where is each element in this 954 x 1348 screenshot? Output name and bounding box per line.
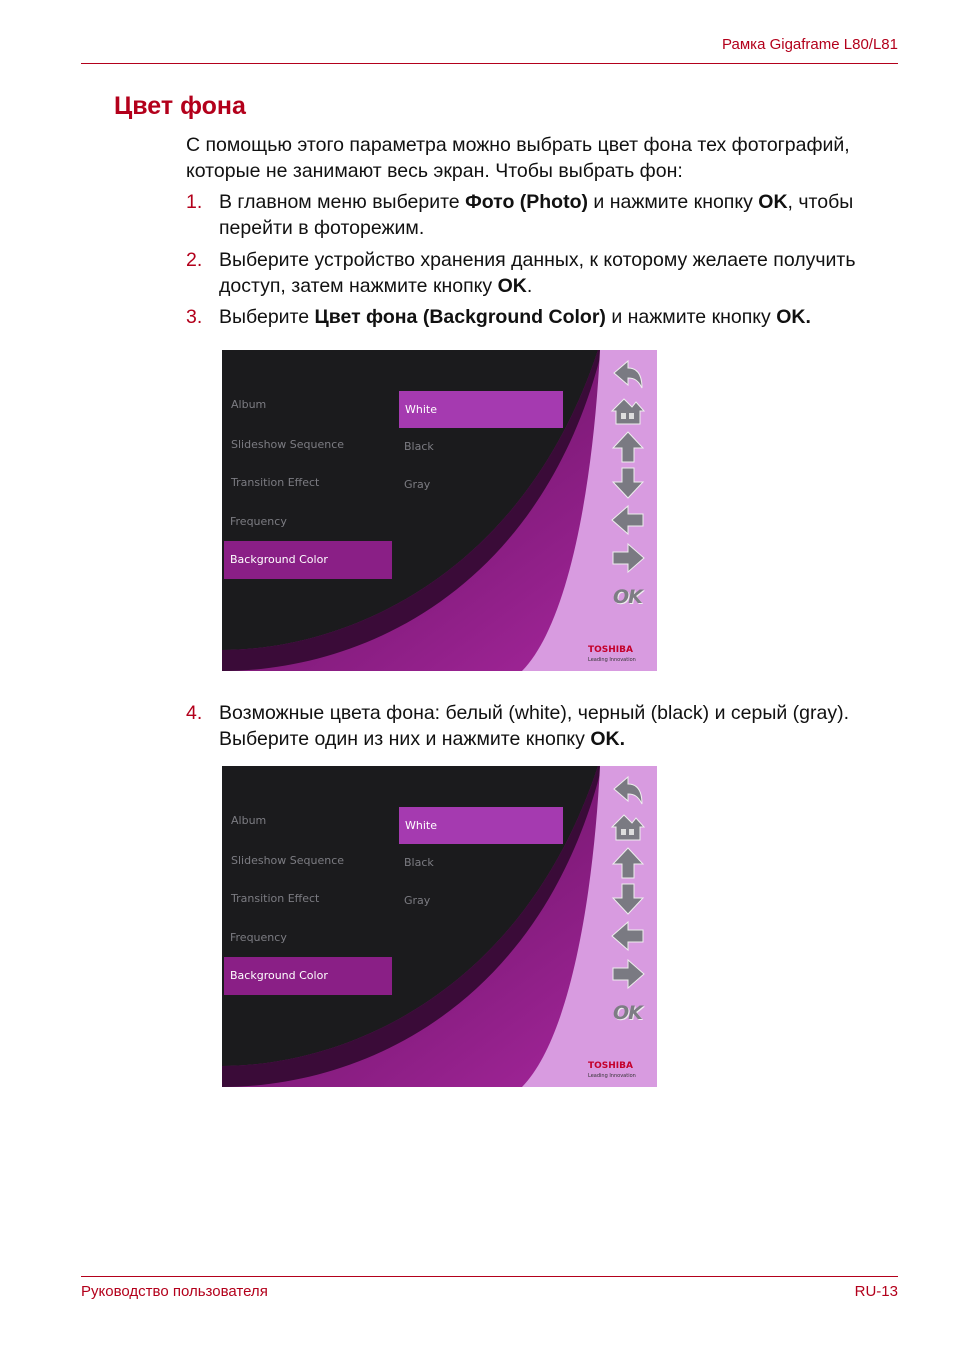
menu-item-slideshow-sequence[interactable]: Slideshow Sequence: [231, 854, 345, 867]
up-arrow-icon[interactable]: [610, 846, 646, 880]
header-rule: [81, 63, 898, 64]
step-text: Выберите устройство хранения данных, к которому желаете получить доступ, затем нажмите кнопку OK.: [219, 249, 856, 297]
step-number: 1.: [186, 191, 203, 213]
footer-rule: [81, 1276, 898, 1277]
step-text: В главном меню выберите Фото (Photo) и нажмите кнопку OK, чтобы перейти в фоторежим.: [219, 191, 854, 239]
menu-item-frequency[interactable]: Frequency: [230, 515, 287, 528]
menu-item-album[interactable]: Album: [231, 814, 267, 827]
ok-button[interactable]: OK: [613, 586, 642, 608]
ok-button[interactable]: OK: [613, 1002, 642, 1024]
toshiba-logo: TOSHIBA: [588, 645, 633, 655]
menu-item-transition-effect[interactable]: Transition Effect: [231, 892, 320, 905]
menu-item-slideshow-sequence[interactable]: Slideshow Sequence: [231, 438, 345, 451]
page-number: RU-13: [854, 1283, 898, 1300]
option-gray[interactable]: Gray: [404, 478, 431, 491]
section-title: Цвет фона: [114, 92, 246, 120]
step-2: [186, 247, 906, 299]
footer-left: Руководство пользователя: [81, 1283, 268, 1300]
menu-item-transition-effect[interactable]: Transition Effect: [231, 476, 320, 489]
back-arrow-icon[interactable]: [610, 774, 646, 808]
left-arrow-icon[interactable]: [610, 503, 646, 537]
option-white[interactable]: White: [399, 807, 563, 844]
step-number: 2.: [186, 249, 203, 271]
option-black[interactable]: Black: [404, 856, 434, 869]
device-screenshot-2: [222, 766, 657, 1087]
back-arrow-icon[interactable]: [610, 358, 646, 392]
device-screenshot-1: [222, 350, 657, 671]
menu-item-background-color[interactable]: Background Color: [224, 541, 392, 579]
option-black[interactable]: Black: [404, 440, 434, 453]
step-number: 4.: [186, 702, 203, 724]
step-number: 3.: [186, 306, 203, 328]
intro-paragraph: С помощью этого параметра можно выбрать цвет фона тех фотографий, которые не занимают весь экран. Чтобы выбрать фон:: [186, 134, 850, 182]
option-gray[interactable]: Gray: [404, 894, 431, 907]
menu-item-frequency[interactable]: Frequency: [230, 931, 287, 944]
step-4: [186, 700, 906, 752]
step-text: Выберите Цвет фона (Background Color) и нажмите кнопку OK.: [219, 306, 811, 328]
step-text: Возможные цвета фона: белый (white), черный (black) и серый (gray). Выберите один из них и нажмите кнопку OK.: [219, 702, 849, 750]
up-arrow-icon[interactable]: [610, 430, 646, 464]
menu-item-background-color[interactable]: Background Color: [224, 957, 392, 995]
toshiba-logo: TOSHIBA: [588, 1061, 633, 1071]
menu-item-album[interactable]: Album: [231, 398, 267, 411]
home-icon[interactable]: [610, 394, 646, 428]
step-3: [186, 304, 906, 330]
right-arrow-icon[interactable]: [610, 541, 646, 575]
down-arrow-icon[interactable]: [610, 882, 646, 916]
step-1: [186, 189, 906, 241]
brand-tagline: Leading Innovation: [588, 657, 636, 663]
brand-tagline: Leading Innovation: [588, 1073, 636, 1079]
header-title: Рамка Gigaframe L80/L81: [722, 36, 898, 53]
left-arrow-icon[interactable]: [610, 919, 646, 953]
home-icon[interactable]: [610, 810, 646, 844]
right-arrow-icon[interactable]: [610, 957, 646, 991]
down-arrow-icon[interactable]: [610, 466, 646, 500]
option-white[interactable]: White: [399, 391, 563, 428]
